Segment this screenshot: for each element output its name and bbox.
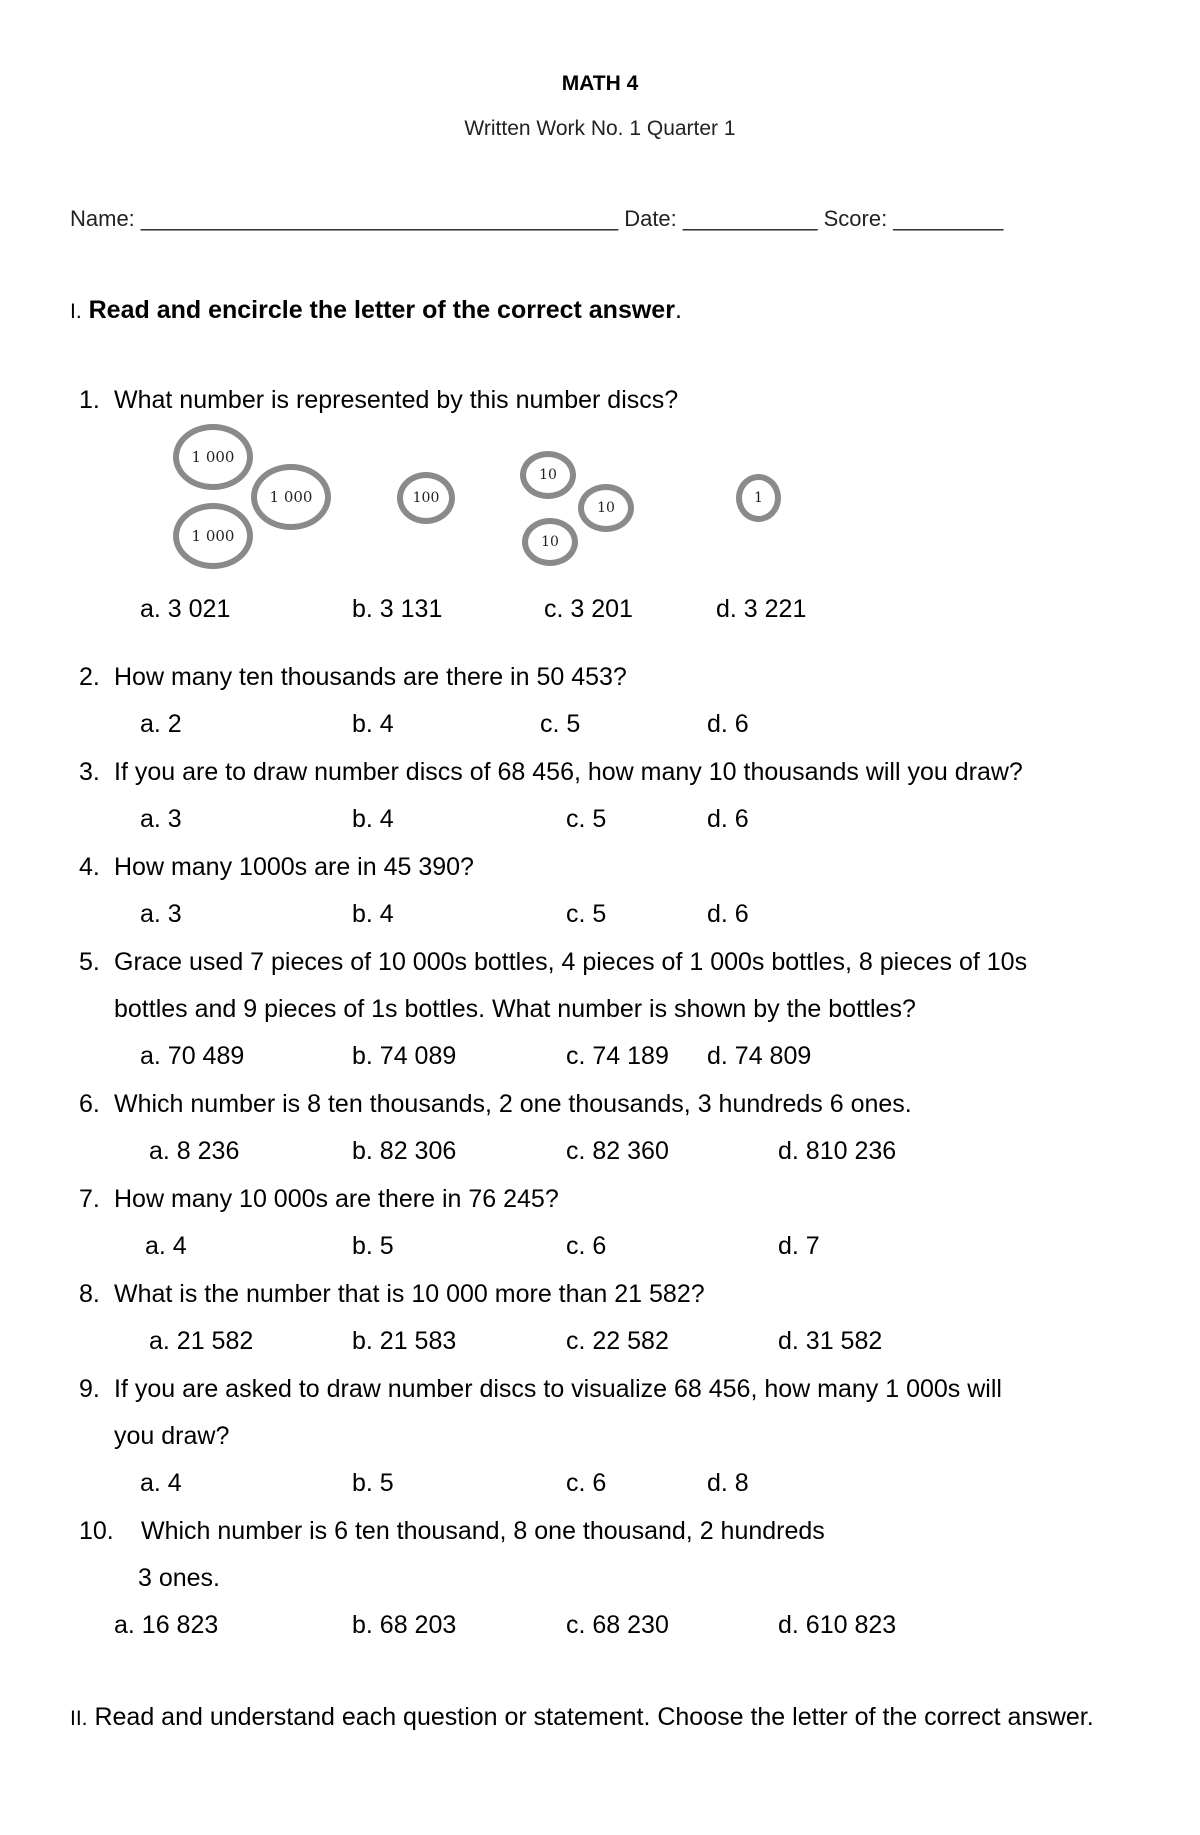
choice-d[interactable]: d. 6	[707, 805, 749, 833]
choice-a[interactable]: a. 8 236	[149, 1137, 240, 1165]
thousand-disc: 1 000	[173, 503, 253, 569]
choice-b[interactable]: b. 5	[352, 1469, 394, 1497]
choice-b[interactable]: b. 4	[352, 710, 394, 738]
question-8	[79, 1280, 705, 1309]
choice-d[interactable]: d. 6	[707, 710, 749, 738]
page-subtitle: Written Work No. 1 Quarter 1	[464, 117, 736, 140]
section-1-number: I.	[70, 300, 82, 323]
question-number: 8.	[79, 1280, 100, 1308]
ten-disc: 10	[522, 518, 578, 566]
question-4	[79, 853, 474, 882]
choice-d[interactable]: d. 8	[707, 1469, 749, 1497]
choice-c[interactable]: c. 5	[566, 805, 607, 833]
choice-d[interactable]: d. 31 582	[778, 1327, 883, 1355]
question-text: If you are to draw number discs of 68 456, how many 10 thousands will you draw?	[114, 758, 1023, 786]
question-number: 10.	[79, 1517, 114, 1545]
question-text: How many 1000s are in 45 390?	[114, 853, 474, 881]
question-text: Which number is 6 ten thousand, 8 one thousand, 2 hundreds	[141, 1517, 825, 1545]
choice-c[interactable]: c. 22 582	[566, 1327, 669, 1355]
question-text: What is the number that is 10 000 more than 21 582?	[114, 1280, 705, 1308]
page-title: MATH 4	[561, 72, 639, 95]
ten-disc: 10	[520, 451, 576, 499]
one-disc: 1	[736, 474, 781, 522]
choice-d[interactable]: d. 74 809	[707, 1042, 812, 1070]
question-text: How many ten thousands are there in 50 453?	[114, 663, 627, 691]
choice-c[interactable]: c. 6	[566, 1232, 607, 1260]
choice-b[interactable]: b. 3 131	[352, 595, 443, 623]
choice-b[interactable]: b. 4	[352, 900, 394, 928]
choice-c[interactable]: c. 5	[540, 710, 581, 738]
section-1-period: .	[674, 296, 682, 324]
choice-b[interactable]: b. 74 089	[352, 1042, 457, 1070]
choice-a[interactable]: a. 3	[140, 900, 182, 928]
choice-a[interactable]: a. 3 021	[140, 595, 231, 623]
section-1-heading	[70, 296, 682, 325]
question-text: What number is represented by this number discs?	[114, 386, 679, 414]
thousand-disc: 1 000	[251, 464, 331, 530]
choice-a[interactable]: a. 3	[140, 805, 182, 833]
question-number: 4.	[79, 853, 100, 881]
question-6	[79, 1090, 912, 1119]
choice-d[interactable]: d. 810 236	[778, 1137, 897, 1165]
number-discs-illustration	[165, 420, 805, 575]
question-text-continued: bottles and 9 pieces of 1s bottles. What number is shown by the bottles?	[114, 995, 916, 1023]
choice-d[interactable]: d. 6	[707, 900, 749, 928]
question-text: How many 10 000s are there in 76 245?	[114, 1185, 559, 1213]
question-text: Which number is 8 ten thousands, 2 one thousands, 3 hundreds 6 ones.	[114, 1090, 912, 1118]
choice-c[interactable]: c. 6	[566, 1469, 607, 1497]
question-5	[79, 948, 1028, 977]
question-text-continued: 3 ones.	[138, 1564, 221, 1592]
question-text-continued: you draw?	[114, 1422, 230, 1450]
choice-b[interactable]: b. 68 203	[352, 1611, 457, 1639]
question-number: 2.	[79, 663, 100, 691]
question-3	[79, 758, 1023, 787]
choice-b[interactable]: b. 5	[352, 1232, 394, 1260]
thousand-disc: 1 000	[173, 424, 253, 490]
choice-b[interactable]: b. 21 583	[352, 1327, 457, 1355]
question-number: 3.	[79, 758, 100, 786]
hundred-disc: 100	[397, 472, 455, 524]
choice-a[interactable]: a. 16 823	[114, 1611, 219, 1639]
choice-c[interactable]: c. 74 189	[566, 1042, 669, 1070]
question-number: 9.	[79, 1375, 100, 1403]
name-date-score-line: Name: _______________________________________ Date: ___________ Score: _________	[70, 206, 1004, 231]
question-number: 6.	[79, 1090, 100, 1118]
question-2	[79, 663, 627, 692]
choice-c[interactable]: c. 5	[566, 900, 607, 928]
section-1-instruction: Read and encircle the letter of the correct answer	[88, 296, 675, 324]
question-10	[79, 1517, 825, 1546]
choice-c[interactable]: c. 3 201	[544, 595, 633, 623]
section-2-instruction: Read and understand each question or statement. Choose the letter of the correct answer.	[94, 1703, 1094, 1731]
choice-c[interactable]: c. 68 230	[566, 1611, 669, 1639]
question-9	[79, 1375, 1002, 1404]
question-text: If you are asked to draw number discs to visualize 68 456, how many 1 000s will	[114, 1375, 1002, 1403]
choice-d[interactable]: d. 3 221	[716, 595, 807, 623]
choice-d[interactable]: d. 610 823	[778, 1611, 897, 1639]
question-number: 5.	[79, 948, 100, 976]
question-text: Grace used 7 pieces of 10 000s bottles, 4 pieces of 1 000s bottles, 8 pieces of 10s	[114, 948, 1028, 976]
question-7	[79, 1185, 559, 1214]
choice-c[interactable]: c. 82 360	[566, 1137, 669, 1165]
question-number: 1.	[79, 386, 100, 414]
ten-disc: 10	[578, 484, 634, 532]
section-2-heading	[70, 1700, 1135, 1736]
choice-b[interactable]: b. 82 306	[352, 1137, 457, 1165]
choice-d[interactable]: d. 7	[778, 1232, 820, 1260]
choice-a[interactable]: a. 70 489	[140, 1042, 245, 1070]
choice-a[interactable]: a. 21 582	[149, 1327, 254, 1355]
section-2-number: II.	[70, 1707, 88, 1730]
question-number: 7.	[79, 1185, 100, 1213]
choice-b[interactable]: b. 4	[352, 805, 394, 833]
choice-a[interactable]: a. 4	[140, 1469, 182, 1497]
choice-a[interactable]: a. 2	[140, 710, 182, 738]
choice-a[interactable]: a. 4	[145, 1232, 187, 1260]
question-1	[79, 386, 679, 415]
